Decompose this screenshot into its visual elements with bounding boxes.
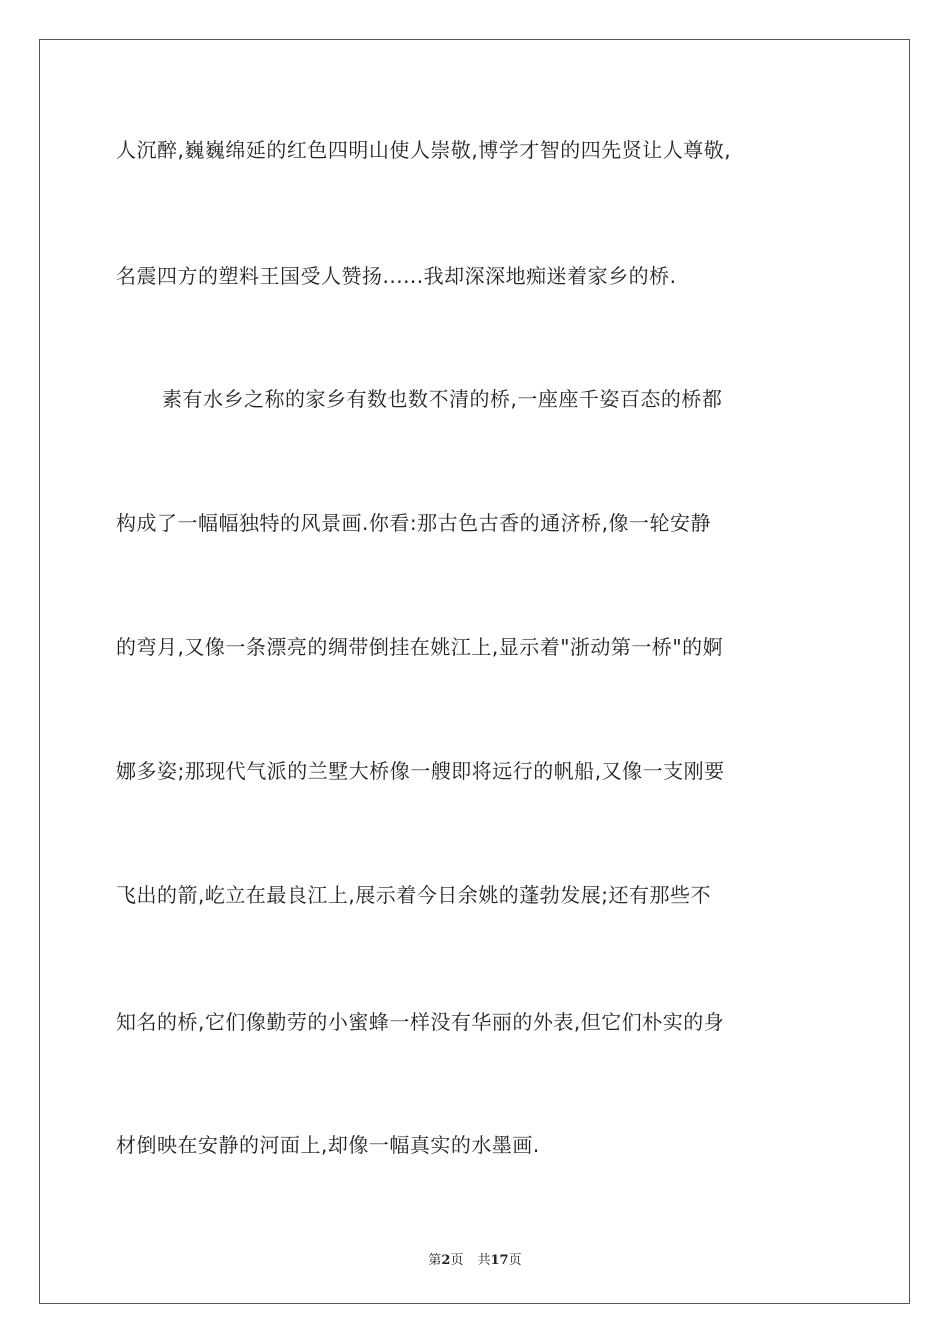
- body-line-7: 飞出的箭,屹立在最良江上,展示着今日余姚的蓬勃发展;还有那些不: [116, 883, 711, 907]
- body-line-9: 材倒映在安静的河面上,却像一幅真实的水墨画.: [116, 1133, 540, 1157]
- body-line-6: 娜多姿;那现代气派的兰墅大桥像一艘即将远行的帆船,又像一支刚要: [116, 759, 725, 783]
- total-prefix: 共: [477, 1253, 491, 1268]
- body-line-8: 知名的桥,它们像勤劳的小蜜蜂一样没有华丽的外表,但它们朴实的身: [116, 1010, 725, 1034]
- body-line-4: 构成了一幅幅独特的风景画.你看:那古色古香的通济桥,像一轮安静: [116, 511, 711, 535]
- body-line-2: 名震四方的塑料王国受人赞扬......我却深深地痴迷着家乡的桥.: [116, 264, 677, 288]
- page-prefix: 第: [428, 1253, 442, 1268]
- page-footer: [0, 1249, 950, 1268]
- total-pages: 17: [490, 1253, 509, 1268]
- total-suffix: 页: [508, 1253, 522, 1268]
- page-number: 2: [441, 1253, 451, 1268]
- body-line-5: 的弯月,又像一条漂亮的绸带倒挂在姚江上,显示着"浙动第一桥"的婀: [116, 635, 724, 659]
- page-suffix: 页: [450, 1253, 464, 1268]
- body-line-1: 人沉醉,巍巍绵延的红色四明山使人崇敬,博学才智的四先贤让人尊敬,: [116, 138, 732, 162]
- page-border: [39, 39, 910, 1304]
- body-line-3: 素有水乡之称的家乡有数也数不清的桥,一座座千姿百态的桥都: [162, 387, 723, 411]
